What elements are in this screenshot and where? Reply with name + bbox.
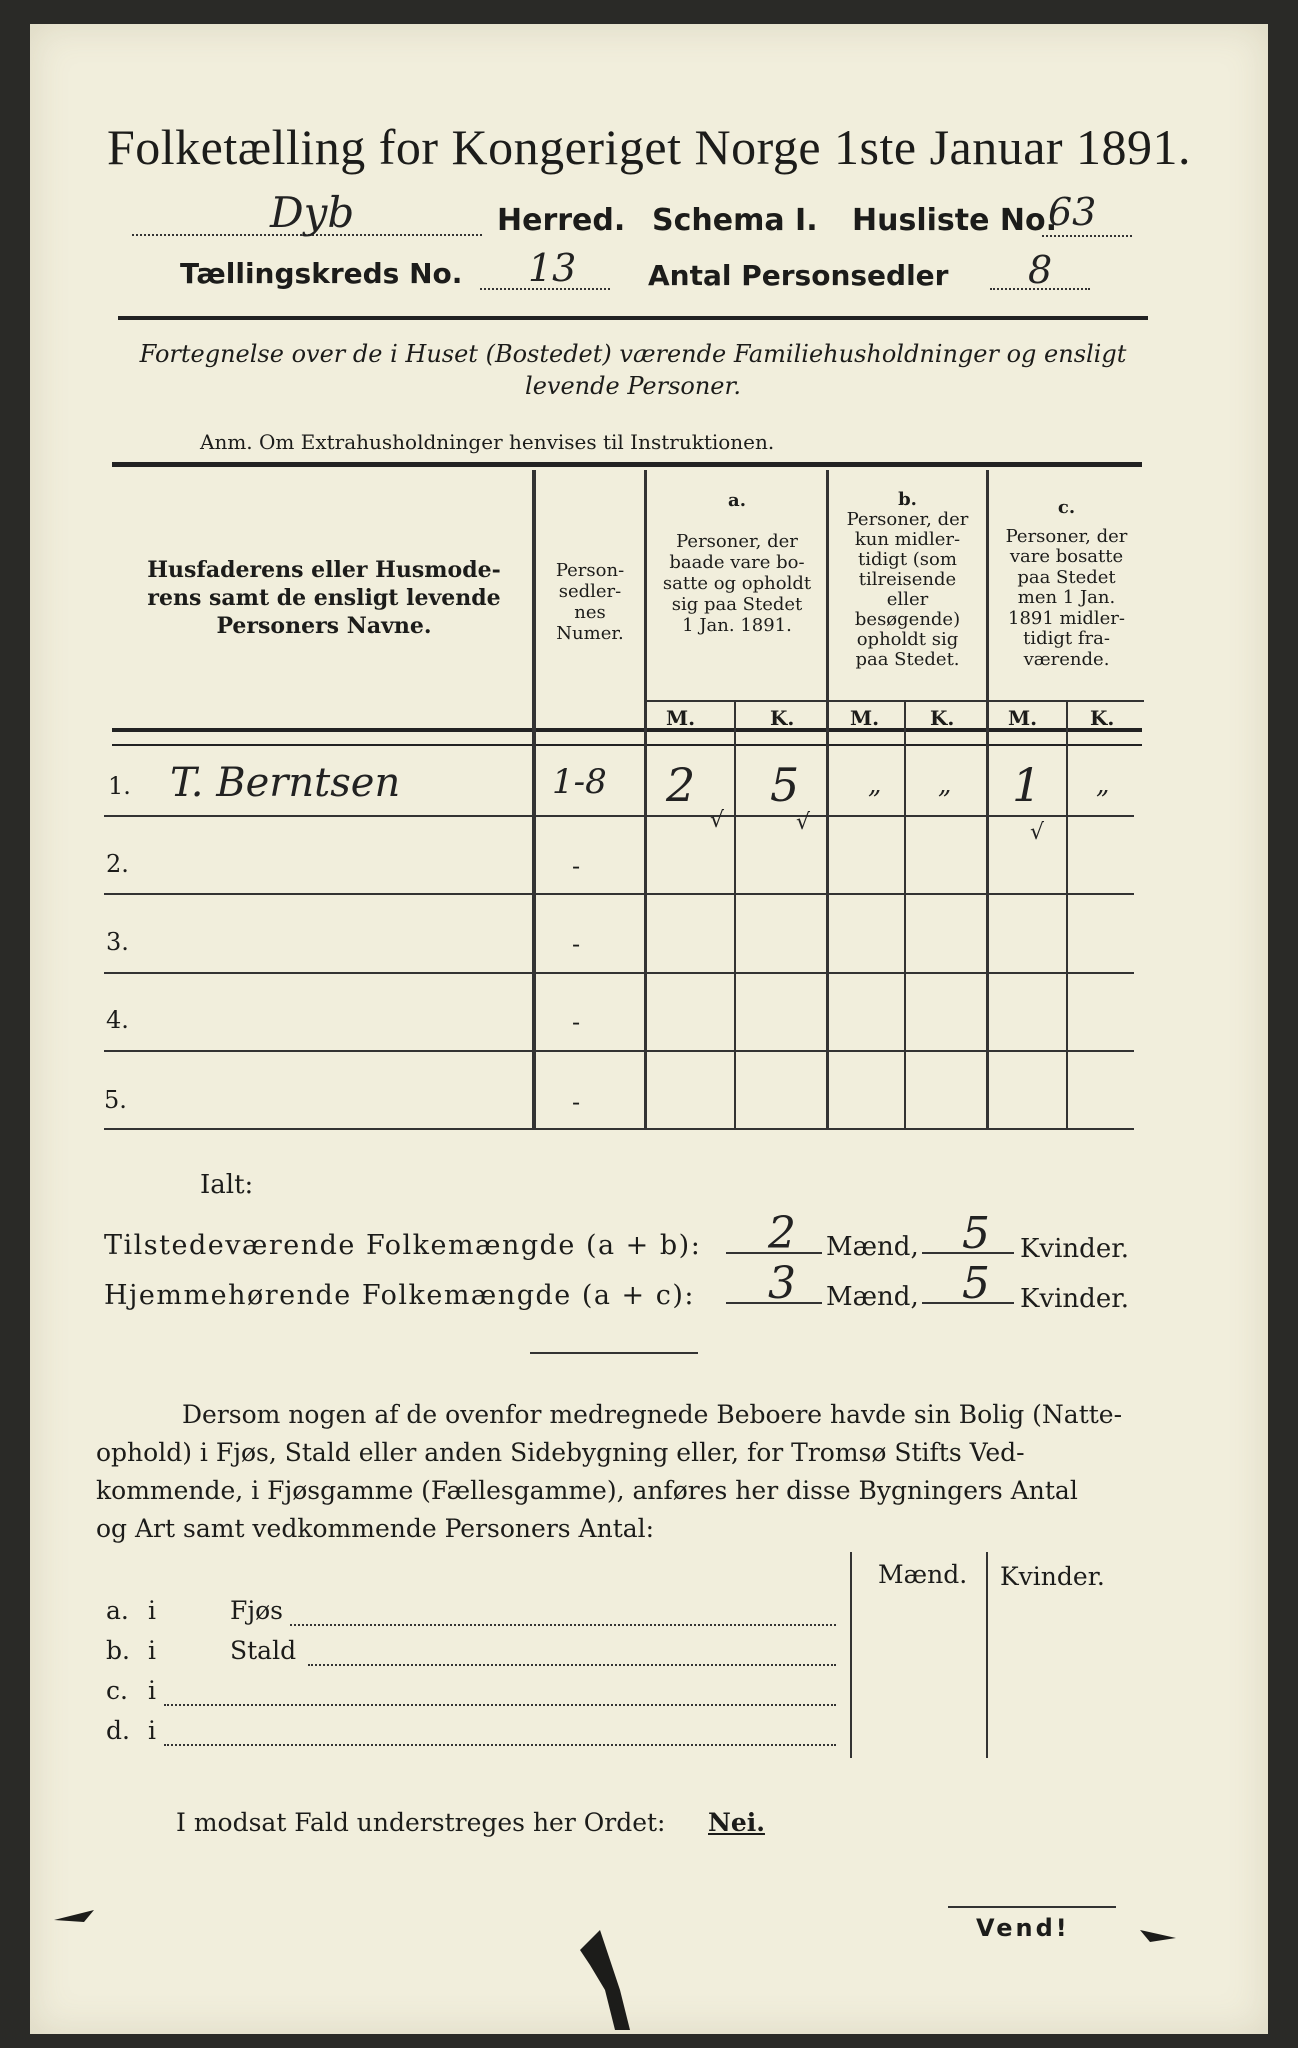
- building-letter: c.: [106, 1676, 128, 1705]
- buildings-line: Dersom nogen af de ovenfor medregnede Beboere havde sin Bolig (Natte-: [182, 1400, 1123, 1429]
- header-b-line: eller: [886, 589, 929, 610]
- row-number: 4.: [106, 1006, 129, 1034]
- building-letter: d.: [106, 1716, 130, 1745]
- header-c-line: vare bosatte: [1009, 546, 1124, 567]
- row-number: 5.: [104, 1086, 127, 1114]
- header-a-line: Personer, der: [676, 531, 798, 552]
- header-c-line: paa Stedet: [1017, 566, 1116, 588]
- footer-text: I modsat Fald understreges her Ordet:: [176, 1808, 666, 1837]
- header-num-line: nes: [574, 602, 606, 623]
- header-a-line: baade vare bo-: [669, 552, 805, 573]
- row-line: [104, 893, 1134, 895]
- herred-label: Herred.: [497, 203, 626, 238]
- binding-tab-shape: [560, 1930, 650, 2040]
- row-num: -: [572, 852, 581, 880]
- corner-mark-right: [1140, 1920, 1180, 1950]
- col-divider-a: [734, 700, 736, 1130]
- buildings-line: og Art samt vedkommende Personers Antal:: [96, 1514, 655, 1543]
- header-b-line: tidigt (som: [858, 549, 957, 570]
- total-resident-label: Hjemmehørende Folkemængde (a + c):: [104, 1280, 695, 1311]
- header-c-line: Personer, der: [1005, 525, 1128, 547]
- ialt-label: Ialt:: [200, 1170, 254, 1200]
- total-present-maend: Mænd,: [826, 1232, 919, 1262]
- header-b-line: besøgende): [854, 609, 961, 630]
- building-fill-line: [308, 1644, 836, 1666]
- antal-value: 8: [1028, 248, 1053, 292]
- header-b-line: Personer, der: [846, 509, 969, 530]
- check-mark-icon: √: [796, 810, 811, 835]
- total-present-k: 5: [962, 1208, 990, 1259]
- intro-line-2: levende Personer.: [525, 372, 741, 400]
- header-name-line: rens samt de ensligt levende: [147, 585, 501, 611]
- header-col-c: [989, 498, 1144, 670]
- header-c-m: M.: [1008, 706, 1038, 730]
- header-col-b: [829, 490, 986, 670]
- building-prep: i: [148, 1676, 156, 1705]
- header-name-line: Personers Navne.: [216, 613, 432, 639]
- check-mark-icon: √: [1030, 820, 1045, 845]
- header-c-line: værende.: [1023, 648, 1110, 670]
- form-title: Folketælling for Kongeriget Norge 1ste Januar 1891.: [106, 119, 1192, 175]
- header-col-a: [648, 490, 826, 636]
- husliste-label: Husliste No.: [852, 203, 1057, 238]
- buildings-col-maend: Mænd.: [878, 1560, 968, 1589]
- building-fill-line: [290, 1604, 836, 1626]
- building-name: Stald: [230, 1636, 297, 1665]
- buildings-col-divider-1: [850, 1552, 852, 1758]
- anm-note: Anm. Om Extrahusholdninger henvises til Instruktionen.: [200, 430, 775, 454]
- total-resident-maend: Mænd,: [826, 1282, 919, 1312]
- building-prep: i: [148, 1596, 156, 1625]
- header-b-m: M.: [850, 706, 880, 730]
- header-c-line: 1891 midler-: [1008, 607, 1125, 629]
- buildings-col-divider-2: [986, 1552, 988, 1758]
- header-num-line: Numer.: [556, 623, 624, 644]
- row-name: T. Berntsen: [170, 760, 401, 806]
- kreds-value: 13: [528, 246, 577, 290]
- husliste-value: 63: [1048, 190, 1097, 234]
- header-rule: [118, 316, 1148, 320]
- header-a-m: M.: [666, 706, 696, 730]
- row-c-m: 1: [1012, 758, 1042, 812]
- header-num-column: [536, 560, 644, 644]
- header-b-k: K.: [930, 706, 955, 730]
- section-divider: [530, 1352, 698, 1354]
- header-c-k: K.: [1090, 706, 1115, 730]
- herred-value: Dyb: [270, 188, 355, 237]
- col-divider-num: [644, 470, 647, 1130]
- kreds-label: Tællingskreds No.: [180, 257, 463, 290]
- row-num: -: [572, 1088, 581, 1116]
- table-top-rule: [112, 462, 1142, 467]
- building-name: Fjøs: [230, 1596, 283, 1625]
- header-a-line: 1 Jan. 1891.: [682, 615, 792, 636]
- row-number: 2.: [106, 850, 129, 878]
- row-c-k: „: [1096, 770, 1110, 800]
- row-a-m: 2: [666, 758, 696, 812]
- row-line: [104, 972, 1134, 974]
- total-present-kvinder: Kvinder.: [1020, 1234, 1130, 1264]
- header-name-column: [118, 556, 530, 640]
- header-a-letter: a.: [728, 490, 746, 511]
- row-number: 3.: [106, 928, 129, 956]
- corner-mark-left: [54, 1900, 104, 1930]
- header-b-line: paa Stedet.: [855, 649, 960, 670]
- buildings-col-kvinder: Kvinder.: [1000, 1562, 1105, 1591]
- building-fill-line: [164, 1724, 836, 1746]
- row-num: -: [572, 930, 581, 958]
- buildings-paragraph: [96, 1396, 1136, 1548]
- header-c-line: tidigt fra-: [1023, 628, 1110, 649]
- footer-word: Nei.: [708, 1808, 765, 1837]
- header-a-k: K.: [770, 706, 795, 730]
- total-resident-kvinder: Kvinder.: [1020, 1284, 1130, 1314]
- antal-label: Antal Personsedler: [648, 259, 949, 292]
- building-letter: b.: [106, 1636, 130, 1665]
- col-divider-c: [1066, 700, 1068, 1130]
- vend-rule: [948, 1906, 1116, 1908]
- schema-label: Schema I.: [652, 203, 818, 238]
- row-b-k: „: [938, 770, 952, 800]
- total-present-m: 2: [768, 1208, 796, 1259]
- header-c-letter: c.: [1057, 497, 1076, 518]
- building-prep: i: [148, 1716, 156, 1745]
- header-b-line: tilreisende: [858, 569, 957, 590]
- header-a-line: sig paa Stedet: [671, 594, 803, 615]
- building-fill-line: [164, 1684, 836, 1706]
- header-name-line: Husfaderens eller Husmode-: [147, 557, 501, 583]
- building-letter: a.: [106, 1596, 129, 1625]
- vend-label: Vend!: [976, 1914, 1070, 1942]
- header-num-line: Person-: [555, 560, 625, 581]
- total-resident-m: 3: [768, 1258, 796, 1309]
- building-prep: i: [148, 1636, 156, 1665]
- total-present-label: Tilstedeværende Folkemængde (a + b):: [104, 1230, 702, 1261]
- check-mark-icon: √: [710, 808, 725, 833]
- row-number: 1.: [108, 772, 131, 800]
- header-b-line: opholdt sig: [856, 629, 959, 650]
- row-b-m: „: [868, 770, 882, 800]
- header-c-line: men 1 Jan.: [1017, 587, 1116, 608]
- header-a-line: satte og opholdt: [662, 573, 812, 594]
- row-line: [104, 1128, 1134, 1130]
- row-line: [104, 1050, 1134, 1052]
- mk-header-line: [644, 700, 1144, 702]
- row-num: -: [572, 1008, 581, 1036]
- buildings-line: kommende, i Fjøsgamme (Fællesgamme), anføres her disse Bygningers Antal: [96, 1476, 1078, 1505]
- row-line: [104, 815, 1134, 817]
- header-b-line: kun midler-: [854, 529, 961, 550]
- intro-line-1: Fortegnelse over de i Huset (Bostedet) værende Familiehusholdninger og ensligt: [139, 340, 1127, 368]
- header-num-line: sedler-: [558, 581, 622, 602]
- col-divider-b: [904, 700, 906, 1130]
- buildings-line: ophold) i Fjøs, Stald eller anden Sidebygning eller, for Tromsø Stifts Ved-: [96, 1438, 1025, 1467]
- header-b-letter: b.: [898, 489, 917, 510]
- total-resident-k: 5: [962, 1258, 990, 1309]
- row-num: 1-8: [552, 762, 607, 802]
- row-a-k: 5: [770, 758, 800, 812]
